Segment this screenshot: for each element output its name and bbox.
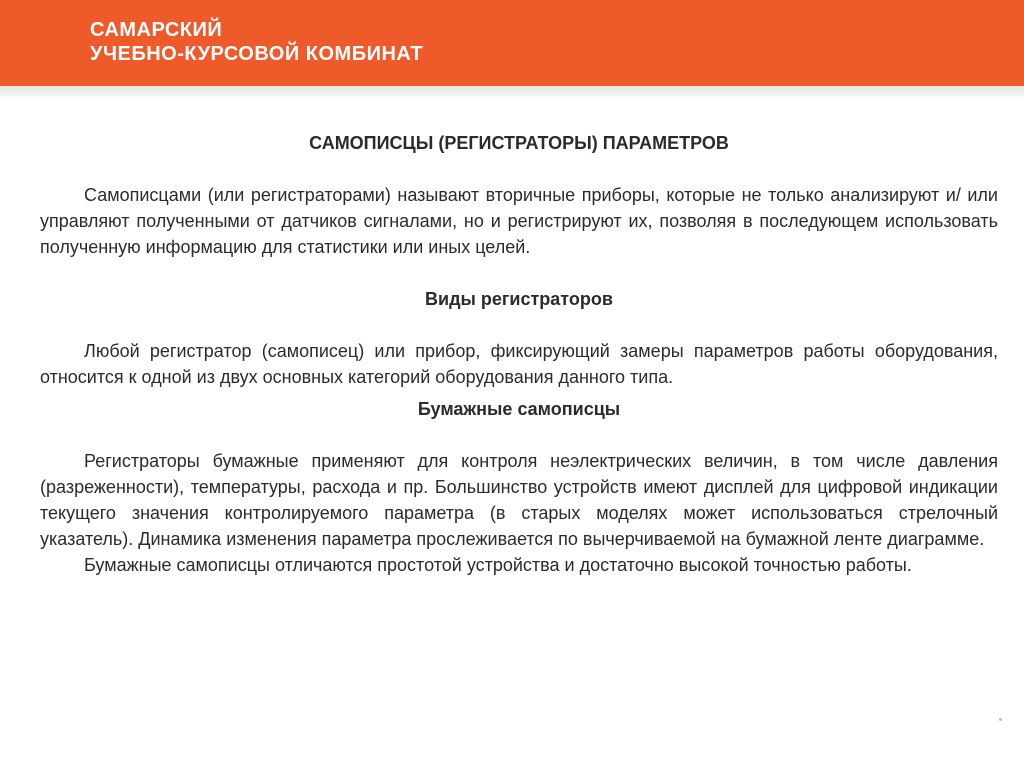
decorative-dot (999, 718, 1002, 721)
slide-title: САМОПИСЦЫ (РЕГИСТРАТОРЫ) ПАРАМЕТРОВ (309, 133, 729, 153)
section-heading-types: Виды регистраторов (425, 289, 613, 309)
brand-logo-text (90, 18, 423, 66)
paragraph-paper-recorders: Регистраторы бумажные применяют для контроля неэлектрических величин, в том числе давления (разреженности), температуры, расхода и пр. Большинство устройств имеют дисплей для цифровой индикации текущего значения контролируемого параметра (в старых моделях может использоваться стрелочный указатель). Динамика изменения параметра прослеживается по вычерчиваемой на бумажной ленте диаграмме. (40, 451, 998, 549)
paragraph-categories: Любой регистратор (самописец) или прибор, фиксирующий замеры параметров работы оборудования, относится к одной из двух основных категорий оборудования данного типа. (40, 341, 998, 387)
section-heading-paper: Бумажные самописцы (417, 399, 621, 419)
brand-line-2: УЧЕБНО-КУРСОВОЙ КОМБИНАТ (90, 43, 424, 65)
slide-content (40, 130, 998, 578)
paragraph-paper-advantages: Бумажные самописцы отличаются простотой устройства и достаточно высокой точностью работы. (84, 555, 912, 575)
header-bar (0, 0, 1024, 86)
paragraph-definition: Самописцами (или регистраторами) называют вторичные приборы, которые не только анализируют и/ или управляют полученными от датчиков сигналами, но и регистрируют их, позволяя в последующем использовать полученную информацию для статистики или иных целей. (40, 185, 998, 257)
header-shadow (0, 86, 1024, 100)
brand-line-1: САМАРСКИЙ (90, 19, 223, 41)
